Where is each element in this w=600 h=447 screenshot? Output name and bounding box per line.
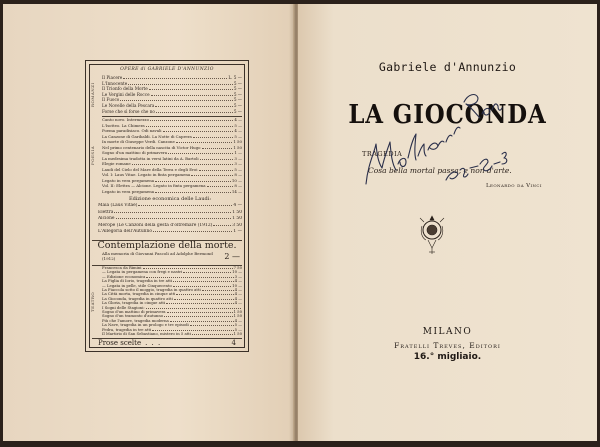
romanzi-entry bbox=[102, 109, 242, 115]
dot-leader bbox=[146, 126, 234, 127]
romanzi-entry-price: 5 — bbox=[233, 108, 242, 114]
teatro-entry-price: 5 — bbox=[234, 323, 242, 328]
dot-leader bbox=[202, 290, 234, 291]
teatro-entry-title: — Legata in pergamena con fregi e nastri bbox=[102, 270, 183, 275]
teatro-entry-price: 4 — bbox=[234, 279, 242, 284]
poesia-entry-price: 1 50 bbox=[233, 144, 242, 150]
dot-leader bbox=[153, 231, 232, 232]
laudi-entry bbox=[98, 210, 242, 217]
dot-leader bbox=[167, 312, 233, 313]
laudi-entry-title: L'Allegoria dell'Autunno bbox=[98, 229, 152, 235]
dot-leader bbox=[155, 181, 231, 182]
teatro-entry-title: Il Martirio di San Sebastiano, mistero in 5 atti bbox=[102, 332, 192, 337]
laudi-entry-title: Merope (Le Canzoni della gesta d'oltremare (1912) bbox=[98, 222, 213, 228]
romanzi-entry-price: L. 5 — bbox=[228, 75, 242, 80]
dot-leader bbox=[170, 321, 234, 322]
poesia-entry-price: 4 — bbox=[234, 128, 242, 133]
epigraph-author: Leonardo da Vinci bbox=[486, 183, 542, 189]
teatro-entry-price: 4 — bbox=[234, 301, 242, 306]
epigraph: Cosa bella mortal passa, e non d'arte. bbox=[368, 166, 512, 175]
dot-leader bbox=[128, 84, 233, 85]
teatro-label: TEATRO bbox=[90, 291, 95, 313]
right-page bbox=[298, 4, 597, 441]
prose-price: 4 bbox=[231, 339, 236, 347]
poesia-entry-title: Nel primo centenario della nascita di Victor Hugo bbox=[102, 144, 201, 150]
dot-leader bbox=[156, 112, 233, 113]
poesia-entry-price: 4 — bbox=[234, 117, 242, 122]
laudi-heading: Edizione economica delle Laudi: bbox=[128, 196, 212, 202]
poesia-entry-title: Legato in vera pergamena bbox=[102, 188, 155, 194]
dot-leader bbox=[199, 170, 234, 171]
poesia-entry-price: 5 — bbox=[234, 122, 242, 128]
poesia-entry-price: 8 — bbox=[234, 183, 242, 188]
dot-leader bbox=[114, 212, 231, 213]
romanzi-entry-price: 5 — bbox=[233, 91, 242, 97]
laudi-entry-price: 4 — bbox=[233, 203, 242, 208]
dot-leader bbox=[176, 294, 233, 295]
teatro-entry-title: La Figlia di Iorio, tragedia in tre atti bbox=[102, 279, 173, 284]
dot-leader bbox=[168, 153, 233, 154]
teatro-entry-title: — Legata in pelle, stile Cinquecento bbox=[102, 283, 172, 288]
romanzi-entry-title: Le Vergini delle Rocce bbox=[102, 91, 150, 97]
prose-title: Prose scelte bbox=[98, 339, 142, 347]
poesia-entry-price: 8 — bbox=[234, 172, 242, 177]
poesia-entry-price: 5 — bbox=[234, 166, 242, 172]
works-list-inner-frame bbox=[89, 64, 245, 348]
teatro-entry-price: 10 — bbox=[232, 270, 242, 275]
poesia-entry-title: La medesima tradotta in versi latini da A. Bartoli bbox=[102, 155, 199, 161]
dot-leader bbox=[132, 164, 234, 165]
dot-leader bbox=[155, 192, 231, 193]
teatro-entry-price: 4 — bbox=[234, 288, 242, 293]
dot-leader bbox=[173, 281, 233, 282]
dot-leader bbox=[143, 268, 233, 269]
works-list-frame bbox=[85, 60, 249, 352]
laudi-entry-price: 3 50 bbox=[232, 222, 242, 228]
dot-leader bbox=[183, 272, 231, 273]
poesia-entry-title: In morte di Giuseppe Verdi. Canzone bbox=[102, 139, 175, 144]
dot-leader bbox=[138, 205, 232, 206]
teatro-entry-title: Sogno d'un tramonto d'autunno bbox=[102, 314, 164, 319]
dot-leader bbox=[163, 131, 234, 132]
teatro-entry-price: 1 50 bbox=[233, 314, 242, 319]
poesia-label: POESIA bbox=[90, 145, 95, 165]
laudi-entry-price: 1 50 bbox=[232, 209, 242, 215]
romanzi-entry-price: 5 — bbox=[233, 86, 242, 92]
print-thousand: 16.° migliaio. bbox=[413, 352, 482, 362]
teatro-entry-title: Francesca da Rimini bbox=[102, 266, 142, 270]
poesia-entry-title: L'Isotteo. La Chimera bbox=[102, 122, 145, 128]
romanzi-entry-title: Il Trionfo della Morte bbox=[102, 86, 148, 92]
romanzi-entry-price: 5 — bbox=[233, 80, 242, 86]
teatro-entry-title: I Sogni delle Stagioni: bbox=[102, 305, 145, 310]
poesia-list bbox=[102, 117, 242, 194]
teatro-entry bbox=[102, 332, 242, 336]
poesia-entry-price: 14 — bbox=[231, 188, 242, 194]
romanzi-entry-title: Forse che sì forse che no bbox=[102, 108, 155, 114]
romanzi-section bbox=[90, 75, 244, 115]
laudi-entry bbox=[98, 216, 242, 223]
dot-leader bbox=[155, 106, 232, 107]
laudi-list bbox=[98, 203, 242, 236]
dot-leader bbox=[193, 137, 234, 138]
teatro-entry-price: 4 — bbox=[234, 296, 242, 301]
dot-leader bbox=[192, 334, 233, 335]
poesia-entry-title: Canto novo. Intermezzo bbox=[102, 117, 149, 122]
dot-leader bbox=[174, 299, 234, 300]
handwritten-signature bbox=[360, 84, 510, 194]
dot-leader bbox=[190, 325, 234, 326]
teatro-entry-title: Fedra, tragedia in tre atti bbox=[102, 327, 152, 332]
teatro-entry-title: La Città morta, tragedia in cinque atti bbox=[102, 292, 176, 297]
teatro-entry-price: 1 50 bbox=[233, 310, 242, 315]
romanzi-entry-price: 5 — bbox=[233, 97, 242, 103]
laudi-entry-price: 1 — bbox=[233, 229, 242, 235]
laudi-entry bbox=[98, 223, 242, 230]
teatro-entry-price: 4 — bbox=[234, 292, 242, 297]
poesia-section bbox=[90, 117, 244, 195]
contemplazione-price: 2 — bbox=[224, 251, 240, 261]
dot-leader bbox=[200, 159, 234, 160]
teatro-section bbox=[90, 266, 244, 338]
dot-leader bbox=[213, 225, 231, 226]
poesia-entry-price: 5 — bbox=[234, 133, 242, 139]
dot-leader bbox=[166, 303, 233, 304]
teatro-entry-price: 1 50 bbox=[233, 332, 242, 337]
romanzi-entry-title: Il Piacere bbox=[102, 75, 123, 80]
poesia-entry-price: 1 50 bbox=[233, 139, 242, 144]
prose-leader: . . . bbox=[145, 339, 162, 347]
poesia-entry bbox=[102, 189, 242, 195]
book-title: LA GIOCONDA bbox=[348, 100, 547, 130]
laudi-entry-title: Maia (Laus Vitae) bbox=[98, 203, 138, 208]
teatro-list bbox=[102, 266, 242, 337]
teatro-entry-price: 7 50 bbox=[233, 266, 242, 270]
dot-leader bbox=[152, 330, 233, 331]
dot-leader bbox=[207, 186, 234, 187]
laudi-entry-price: 1 50 bbox=[232, 216, 242, 222]
poesia-entry-price: 1 — bbox=[234, 150, 242, 155]
contemplazione-title: Contemplazione della morte. bbox=[97, 240, 237, 251]
genre-label: TRAGEDIA bbox=[362, 150, 403, 158]
teatro-entry-price: 3 — bbox=[234, 274, 242, 279]
publisher-name: Fratelli Treves, Editori bbox=[394, 341, 501, 350]
works-list-title: OPERE di GABRIELE D'ANNUNZIO bbox=[120, 67, 214, 72]
teatro-entry-title: La Fiaccola sotto il moggio, tragedia in quattro atti bbox=[102, 288, 201, 293]
romanzi-label: ROMANZI bbox=[90, 82, 95, 108]
poesia-entry-price: 10 — bbox=[231, 177, 242, 183]
prose-section bbox=[90, 338, 244, 349]
dot-leader bbox=[120, 100, 232, 101]
laudi-entry bbox=[98, 203, 242, 210]
left-page bbox=[3, 4, 295, 441]
romanzi-entry-title: L'Innocente bbox=[102, 80, 128, 86]
dot-leader bbox=[146, 277, 233, 278]
teatro-entry-price: 4 — bbox=[234, 318, 242, 323]
poesia-entry-title: Vol. I: Laus Vitae. Legato in finta pergamena bbox=[102, 172, 191, 177]
poesia-entry-title: Poema paradisiaco. Odi navali bbox=[102, 128, 162, 133]
romanzi-entry-price: 5 — bbox=[233, 102, 242, 108]
dot-leader bbox=[123, 78, 227, 79]
poesia-entry-title: Laudi del Cielo del Mare della Terra e degli Eroi bbox=[102, 166, 198, 172]
laudi-section bbox=[90, 196, 244, 238]
teatro-entry-price: 10 — bbox=[232, 283, 242, 288]
laudi-entry bbox=[98, 229, 242, 236]
dot-leader bbox=[149, 89, 233, 90]
poesia-entry-title: Elegie romane bbox=[102, 161, 131, 166]
laudi-entry-title: Elettra bbox=[98, 209, 114, 215]
teatro-entry-title: Più che l'amore, tragedia moderna bbox=[102, 318, 169, 323]
romanzi-list bbox=[102, 75, 242, 114]
teatro-entry-title: — Edizione economica bbox=[102, 274, 146, 279]
dot-leader bbox=[176, 142, 233, 143]
poesia-entry-price: 3 — bbox=[234, 155, 242, 161]
dot-leader bbox=[150, 120, 233, 121]
publication-city: MILANO bbox=[422, 327, 473, 337]
poesia-entry-price: 3 — bbox=[234, 161, 242, 166]
poesia-entry-title: Vol. II: Elettra — Alcione. Legato in finta pergamena bbox=[102, 183, 206, 188]
dot-leader bbox=[173, 286, 231, 287]
teatro-entry-title: Sogno d'un mattino di primavera bbox=[102, 310, 166, 315]
teatro-entry-price: 5 — bbox=[234, 327, 242, 332]
dot-leader bbox=[202, 148, 233, 149]
dot-leader bbox=[151, 95, 233, 96]
publisher-emblem bbox=[418, 214, 446, 256]
romanzi-entry-title: Le Novelle della Pescara bbox=[102, 102, 155, 108]
contemplazione-section bbox=[90, 240, 244, 264]
dot-leader bbox=[191, 175, 233, 176]
contemplazione-subtitle: Alla memoria di Giovanni Pascoli ad Adolphe Bermond (1912) bbox=[102, 251, 213, 261]
dot-leader bbox=[116, 218, 232, 219]
teatro-entry-title: La Nave, tragedia in un prologo e tre episodi bbox=[102, 323, 189, 328]
author-name: Gabriele d'Annunzio bbox=[378, 60, 517, 74]
dot-leader bbox=[146, 308, 241, 309]
poesia-entry-title: Legato in vera pergamena bbox=[102, 177, 155, 183]
laudi-entry-title: Alcione bbox=[98, 216, 115, 222]
teatro-entry-title: La Gloria, tragedia in cinque atti bbox=[102, 301, 166, 306]
romanzi-entry-title: Il Fuoco bbox=[102, 97, 120, 103]
dot-leader bbox=[164, 316, 232, 317]
teatro-entry-title: La Gioconda, tragedia in quattro atti bbox=[102, 296, 173, 301]
poesia-entry-title: La Canzone di Garibaldi. La Notte di Caprera bbox=[102, 133, 192, 139]
poesia-entry-title: Sogno d'un mattino di primavera bbox=[102, 150, 168, 155]
